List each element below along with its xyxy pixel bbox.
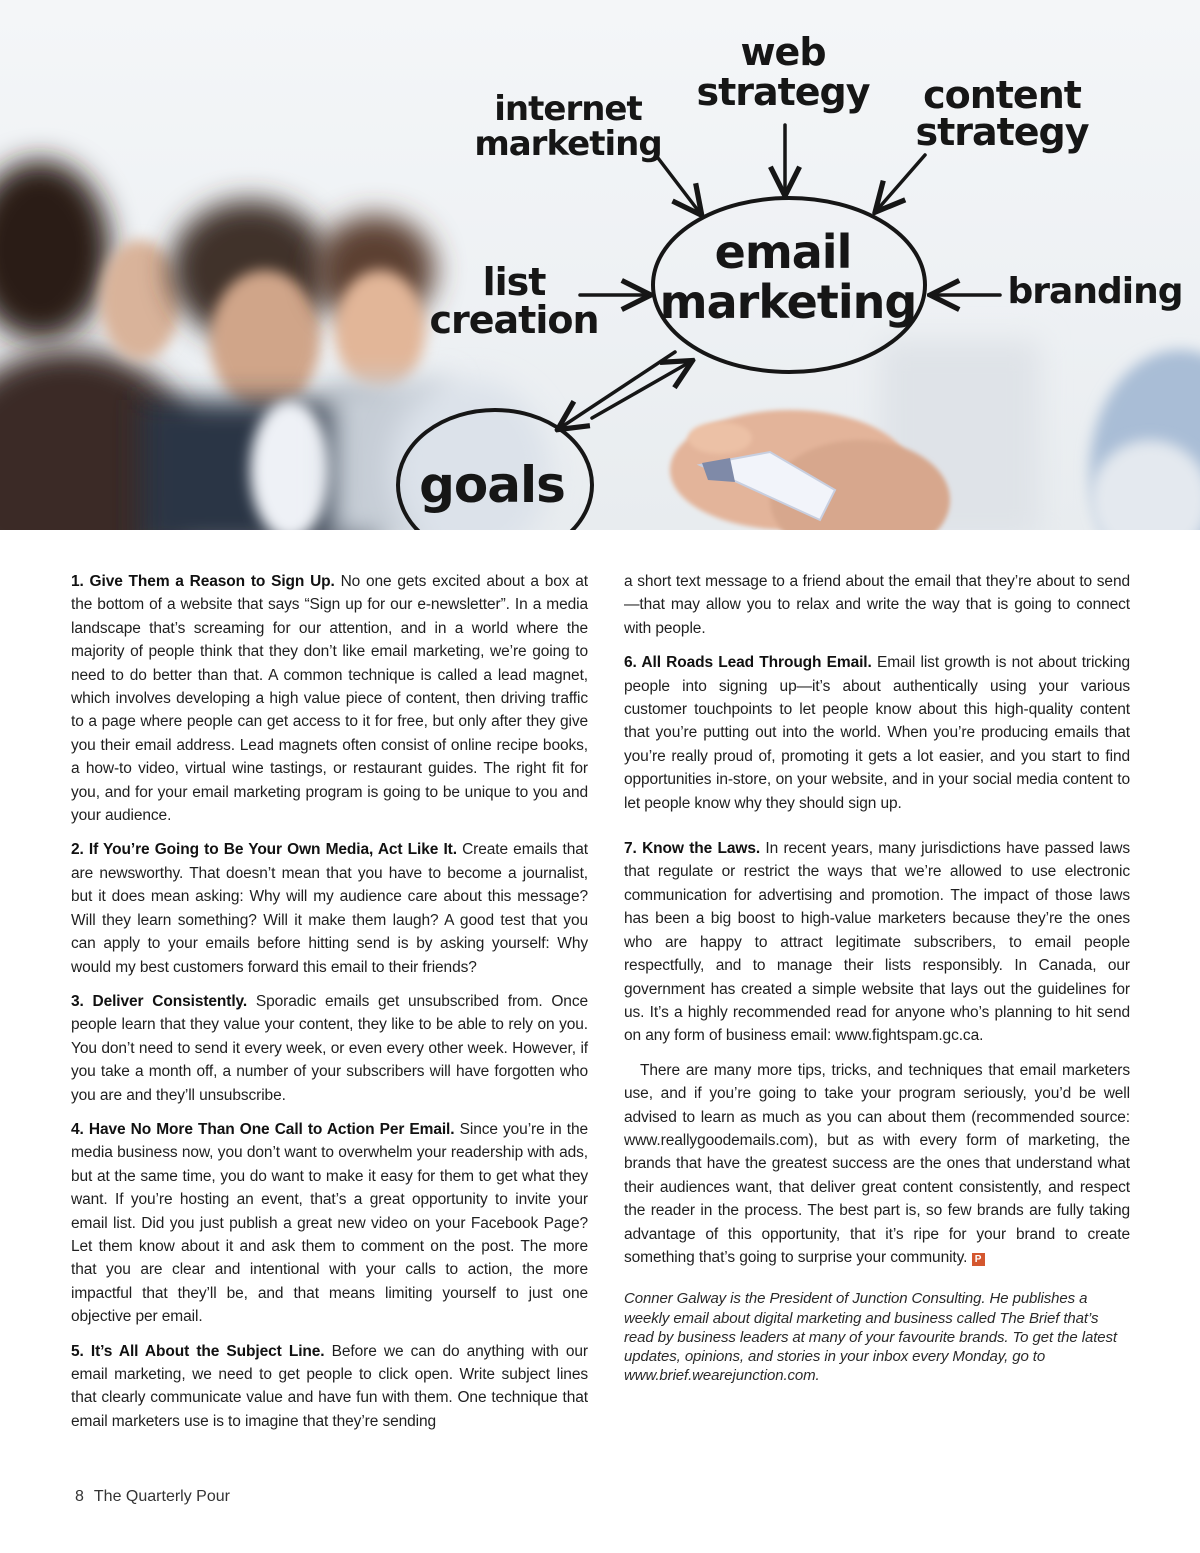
tip-3 bbox=[71, 990, 588, 1107]
end-mark-icon: P bbox=[972, 1253, 985, 1266]
author-bio: Conner Galway is the President of Junction Consulting. He publishes a weekly email about digital marketing and business called The Brief that’s read by business leaders at many of your favourite brands. To get the latest updates, opinions, and stories in your inbox every Monday, go to www.brief.wearejunction.com. bbox=[624, 1290, 1117, 1385]
tip-body: Before we can do anything with our email marketing, we need to get people to click open. Write subject lines that clearly communicate value and have fun with them. One technique that email marketers use is to imagine that they’re sending bbox=[71, 1342, 588, 1430]
tip-heading: 4. Have No More Than One Call to Action Per Email. bbox=[71, 1120, 455, 1138]
tip-body: Since you’re in the media business now, you don’t want to overwhelm your readership with ads, but at the same time, you do want to make it easy for them to get what they want. If you’re hosting an event, that’s a great opportunity to invite your email list. Did you just publish a great new video on your Facebook Page? Let them know about it and ask them to comment on the post. The more that you are clear and intentional with your calls to action, the more impactful that they’ll be, and that means limiting yourself to just one objective per email. bbox=[71, 1120, 588, 1326]
closing-text: There are many more tips, tricks, and techniques that email marketers use, and if you’re going to take your program seriously, you’d be well advised to learn as much as you can about them (recommended source: www.reallygoodemails.com), but as with every form of marketing, the brands that have the greatest success are the ones that understand what their audiences want, that deliver great content consistently, and respect the reader in the process. The best part is, so few brands are fully taking advantage of this opportunity, that it’s ripe for your brand to create something that’s going to surprise your community. bbox=[624, 1061, 1130, 1266]
tip-heading: 5. It’s All About the Subject Line. bbox=[71, 1342, 325, 1360]
label-content-strategy: strategy bbox=[915, 110, 1089, 154]
tip-body: In recent years, many jurisdictions have passed laws that regulate or restrict the ways that we’re allowed to use electronic communication for advertising and promotion. The impact of those laws has been a big boost to high-value marketers because they’re the ones who are happy to attract legitimate subscribers, to email people respectfully, and to manage their lists responsibly. In Canada, our government has created a simple website that lays out the guidelines for us. It’s a highly recommended read for anyone who’s planning to hit send on any form of business email: www.fightspam.gc.ca. bbox=[624, 840, 1130, 1045]
label-branding: branding bbox=[1007, 271, 1183, 312]
tip-heading: 3. Deliver Consistently. bbox=[71, 992, 248, 1010]
tip-heading: 6. All Roads Lead Through Email. bbox=[624, 654, 872, 672]
tip-body: No one gets excited about a box at the bottom of a website that says “Sign up for our e-newsletter”. In a media landscape that’s screaming for our attention, and in a world where the majority of people think that they don’t like email marketing, we’re going to need to do better than that. A common technique is called a lead magnet, which involves developing a high value piece of content, then driving traffic to a page where people can get access to it for free, but only after they give you their email address. Lead magnets often consist of online recipe books, a how-to video, virtual wine tastings, or restaurant guides. The right fit for you, and for your email marketing program is going to be unique to you and your audience. bbox=[71, 573, 588, 825]
label-list-creation: creation bbox=[429, 298, 599, 342]
tip-5-continuation: a short text message to a friend about the email that they’re about to send—that may allow you to relax and write the way that is going to connect with people. bbox=[624, 573, 1130, 637]
email-marketing-diagram bbox=[0, 0, 1200, 530]
label-email: email bbox=[714, 225, 852, 279]
closing-paragraph bbox=[624, 1059, 1130, 1270]
blurred-people bbox=[0, 160, 1200, 530]
label-goals: goals bbox=[419, 456, 565, 514]
page-footer bbox=[75, 1488, 230, 1506]
tip-1 bbox=[71, 570, 588, 827]
label-web-strategy: strategy bbox=[696, 70, 870, 114]
label-internet: internet bbox=[494, 89, 642, 129]
label-content: content bbox=[923, 73, 1081, 117]
page-number: 8 bbox=[75, 1488, 84, 1505]
article-column-left bbox=[71, 570, 588, 1444]
label-internet-marketing: marketing bbox=[474, 124, 662, 164]
tip-heading: 7. Know the Laws. bbox=[624, 840, 761, 858]
tip-body: Sporadic emails get unsubscribed from. Once people learn that they value your content, they like to be able to rely on you. You don’t need to send it every week, or even every other week. However, if you take a month off, a number of your subscribers will have forgotten who you are and they’ll unsubscribe. bbox=[71, 992, 588, 1104]
tip-4 bbox=[71, 1118, 588, 1329]
tip-body: Create emails that are newsworthy. That doesn’t mean that you have to become a journalist, but it does mean asking: Why will my audience care about this message? Will they learn something? Will it make them laugh? A good test that you can apply to your emails before hitting send is by asking yourself: Why would my best customers forward this email to their friends? bbox=[71, 841, 588, 976]
tip-2 bbox=[71, 838, 588, 978]
label-list: list bbox=[482, 260, 546, 304]
tip-heading: 2. If You’re Going to Be Your Own Media, Act Like It. bbox=[71, 841, 457, 859]
publication-name: The Quarterly Pour bbox=[93, 1488, 230, 1505]
label-marketing: marketing bbox=[659, 275, 917, 329]
tip-7 bbox=[624, 837, 1130, 1048]
tip-6 bbox=[624, 651, 1130, 815]
article-column-right bbox=[624, 570, 1130, 1400]
tip-body: Email list growth is not about tricking people into signing up—it’s about authentically using your various customer touchpoints to let people know about this high-quality content that you’re putting out into the world. When you’re producing emails that you’re really proud of, promoting it gets a lot easier, and you start to find opportunities in-store, on your website, and in your social media content to let people know why they should sign up. bbox=[624, 654, 1130, 812]
tip-heading: 1. Give Them a Reason to Sign Up. bbox=[71, 573, 335, 590]
label-web: web bbox=[740, 30, 826, 74]
hero-image bbox=[0, 0, 1200, 530]
tip-5 bbox=[71, 1340, 588, 1434]
